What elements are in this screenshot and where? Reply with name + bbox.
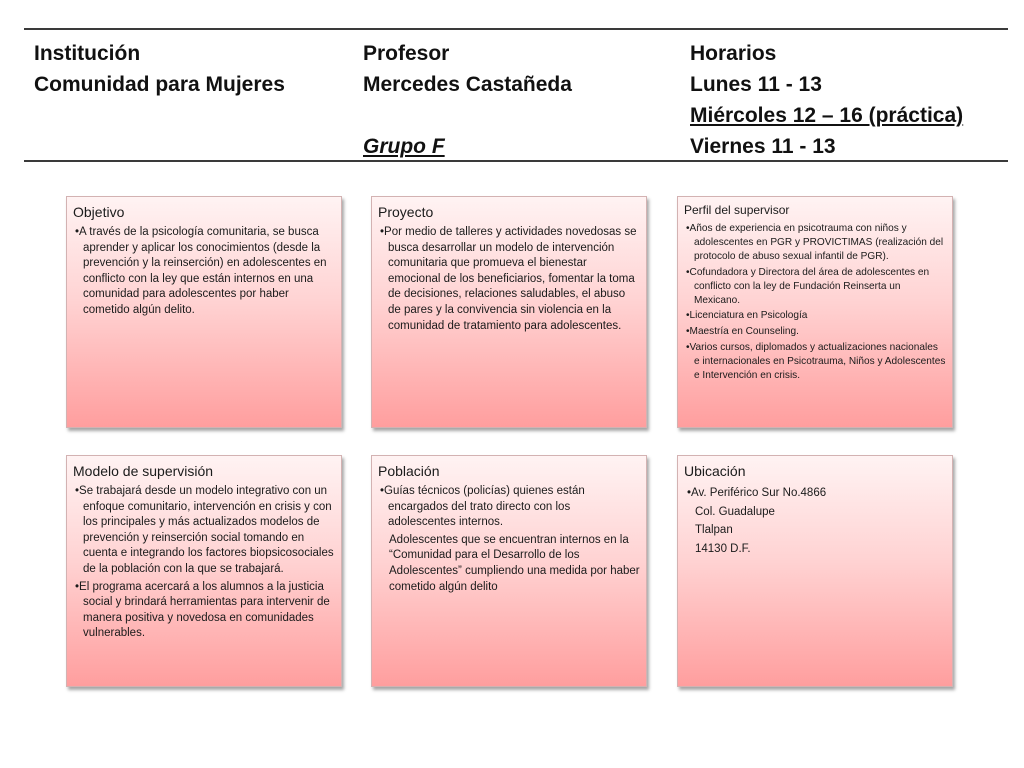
profesor-value: Mercedes Castañeda <box>363 73 572 96</box>
horarios-label: Horarios <box>690 42 777 65</box>
institucion-value: Comunidad para Mujeres <box>34 73 285 96</box>
grupo-label: Grupo F <box>363 135 445 158</box>
institucion-label: Institución <box>34 42 141 65</box>
profesor-label: Profesor <box>363 42 450 65</box>
bullet-item: •Cofundadora y Directora del área de adolescentes en conflicto con la ley de Fundación Reinserta un Mexicano. <box>686 266 930 306</box>
card-title: Proyecto <box>378 204 434 220</box>
horario-lunes: Lunes 11 - 13 <box>690 73 822 96</box>
card-body <box>378 225 640 334</box>
card-body <box>684 484 946 558</box>
institucion-column <box>34 38 285 100</box>
card-title: Ubicación <box>684 463 746 479</box>
card-body <box>378 484 640 595</box>
card-poblacion <box>371 455 647 687</box>
card-proyecto <box>371 196 647 428</box>
profesor-column <box>363 38 572 162</box>
bullet-item: •Maestría en Counseling. <box>686 326 799 338</box>
address-delegacion: Tlalpan <box>695 524 733 536</box>
horario-miercoles: Miércoles 12 – 16 (práctica) <box>690 104 964 127</box>
card-title: Perfil del supervisor <box>684 203 790 217</box>
card-title: Modelo de supervisión <box>73 463 214 479</box>
card-body <box>684 222 946 383</box>
bullet-item: •A través de la psicología comunitaria, se busca aprender y aplicar los conocimientos (desde la prevención y la reinserción) en adolescentes en conflicto con la ley que están internos en una comunidad para adolescentes por haber cometido algún delito. <box>75 226 327 316</box>
horarios-column <box>690 38 963 162</box>
card-title: Objetivo <box>73 204 125 220</box>
bullet-item: •Guías técnicos (policías) quienes están encargados del trato directo con los adolescentes internos. <box>380 485 585 529</box>
header-spacer <box>363 100 572 131</box>
address-postal: 14130 D.F. <box>695 542 751 555</box>
bullet-item: •Licenciatura en Psicología <box>686 310 808 322</box>
card-body <box>73 225 335 319</box>
card-objetivo <box>66 196 342 428</box>
horario-viernes: Viernes 11 - 13 <box>690 135 836 158</box>
address-colonia: Col. Guadalupe <box>695 505 775 518</box>
card-body <box>73 484 335 642</box>
address-street: •Av. Periférico Sur No.4866 <box>687 487 827 499</box>
card-modelo-supervision <box>66 455 342 687</box>
bullet-item: •Por medio de talleres y actividades novedosas se busca desarrollar un modelo de intervención comunitaria que promueva el bienestar emocional de los beneficiarios, fomentar la toma de decisiones, relaciones saludables, el abuso de pares y la convivencia sin violencia en la comunidad de tratamiento para adolescentes. <box>380 226 637 332</box>
bullet-item: •Varios cursos, diplomados y actualizaciones nacionales e internacionales en Psicotrauma, Niños y Adolescentes e Intervención en crisis. <box>686 342 946 382</box>
bullet-item: •El programa acercará a los alumnos a la justicia social y brindará herramientas para intervenir de manera positiva y novedosa en comunidades vulnerables. <box>75 580 330 640</box>
card-ubicacion <box>677 455 953 687</box>
header-table <box>24 28 1008 162</box>
bullet-item: •Años de experiencia en psicotrauma con niños y adolescentes en PGR y PROVICTIMAS (realización del protocolo de abuso sexual infantil de PGR). <box>686 223 944 262</box>
bullet-item: •Se trabajará desde un modelo integrativo con un enfoque comunitario, intervención en crisis y con los principales y más actualizados modelos de prevención y reinserción social tomando en cuenta e integrando los factores biopsicosociales de la población con la que se trabajará. <box>75 485 334 575</box>
card-title: Población <box>378 463 440 479</box>
card-perfil-supervisor <box>677 196 953 428</box>
paragraph: Adolescentes que se encuentran internos en la “Comunidad para el Desarrollo de los Adolescentes” cumpliendo una medida por haber cometido algún delito <box>389 533 640 593</box>
